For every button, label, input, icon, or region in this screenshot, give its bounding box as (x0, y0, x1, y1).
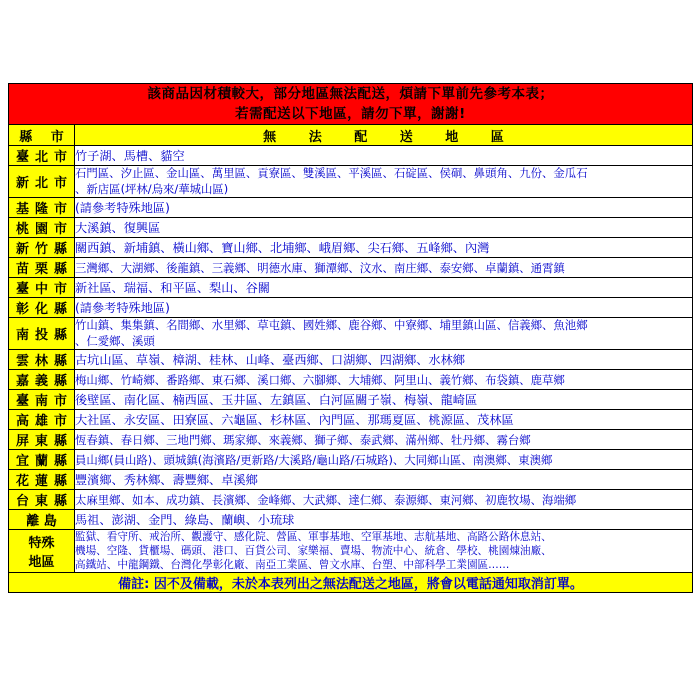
areas-cell: 大社區、永安區、田寮區、六龜區、杉林區、內門區、那瑪夏區、桃源區、茂林區 (75, 410, 693, 430)
areas-cell: 馬祖、澎湖、金門、綠島、蘭嶼、小琉球 (75, 510, 693, 530)
areas-cell: 竹子湖、馬槽、貓空 (75, 146, 693, 166)
county-label: 花蓮縣 (9, 470, 75, 490)
table-row (9, 530, 693, 573)
county-label: 苗栗縣 (9, 258, 75, 278)
county-label: 離 島 (9, 510, 75, 530)
county-label: 臺中市 (9, 278, 75, 298)
county-label: 臺南市 (9, 390, 75, 410)
table-row (9, 298, 693, 318)
county-label: 台東縣 (9, 490, 75, 510)
notice-banner (9, 84, 693, 125)
areas-cell: 梅山鄉、竹崎鄉、番路鄉、東石鄉、溪口鄉、六腳鄉、大埔鄉、阿里山、義竹鄉、布袋鎮、鹿草鄉 (75, 370, 693, 390)
areas-cell: 後壁區、南化區、楠西區、玉井區、左鎮區、白河區關子嶺、梅嶺、龍崎區 (75, 390, 693, 410)
table-row (9, 198, 693, 218)
areas-cell: 恆春鎮、春日鄉、三地門鄉、瑪家鄉、來義鄉、獅子鄉、泰武鄉、滿州鄉、牡丹鄉、霧台鄉 (75, 430, 693, 450)
areas-cell: (請參考特殊地區) (75, 298, 693, 318)
county-label: 高雄市 (9, 410, 75, 430)
notice-banner-line-2: 若需配送以下地區，請勿下單，謝謝! (235, 106, 466, 122)
table-row (9, 318, 693, 350)
footnote-cell (9, 573, 693, 593)
table-row (9, 430, 693, 450)
areas-cell: 員山鄉(員山路)、頭城鎮(海濱路/更新路/大溪路/龜山路/石城路)、大同鄉山區、南澳鄉、東澳鄉 (75, 450, 693, 470)
column-header-county: 縣 市 (9, 125, 75, 146)
county-label: 桃園市 (9, 218, 75, 238)
delivery-restriction-sheet (8, 83, 692, 593)
county-label-line-1: 特殊 (28, 536, 55, 551)
banner-row (9, 84, 693, 125)
table-row (9, 470, 693, 490)
county-label: 宜蘭縣 (9, 450, 75, 470)
table-row (9, 390, 693, 410)
table-row (9, 350, 693, 370)
county-label: 彰化縣 (9, 298, 75, 318)
table-row (9, 238, 693, 258)
areas-cell: (請參考特殊地區) (75, 198, 693, 218)
table-row (9, 218, 693, 238)
table-header-row (9, 125, 693, 146)
areas-cell: 新社區、瑞福、和平區、梨山、谷關 (75, 278, 693, 298)
county-label: 南投縣 (9, 318, 75, 350)
table-row (9, 450, 693, 470)
table-row (9, 166, 693, 198)
table-row (9, 370, 693, 390)
areas-cell: 三灣鄉、大湖鄉、後龍鎮、三義鄉、明德水庫、獅潭鄉、汶水、南庄鄉、泰安鄉、卓蘭鎮、通霄鎮 (75, 258, 693, 278)
areas-cell: 石門區、汐止區、金山區、萬里區、貢寮區、雙溪區、平溪區、石碇區、侯硐、鼻頭角、九份、金瓜石 、新店區(坪林/烏來/華城山區) (75, 166, 693, 198)
county-label: 屏東縣 (9, 430, 75, 450)
footnote-row (9, 573, 693, 593)
footnote-text: 備註: 因不及備載，未於本表列出之無法配送之地區，將會以電話通知取消訂單。 (118, 577, 583, 592)
county-label: 嘉義縣 (9, 370, 75, 390)
areas-cell: 監獄、看守所、戒治所、觀護守、感化院、營區、軍事基地、空軍基地、志航基地、高路公路休息站、 機場、空隆、貨櫃場、碼頭、港口、百貨公司、家樂福、賣場、物流中心、統倉、學校、桃園煉油廠、 高鐵站、中龍鋼鐵、台灣化學彰化廠、南亞工業區、曾文水庫、台塑、中部科學工業園區…… (75, 530, 693, 573)
county-label: 基隆市 (9, 198, 75, 218)
column-header-areas: 無 法 配 送 地 區 (75, 125, 693, 146)
county-label: 新北市 (9, 166, 75, 198)
table-row (9, 146, 693, 166)
areas-cell: 竹山鎮、集集鎮、名間鄉、水里鄉、草屯鎮、國姓鄉、鹿谷鄉、中寮鄉、埔里鎮山區、信義鄉、魚池鄉 、仁愛鄉、溪頭 (75, 318, 693, 350)
areas-cell: 豐濱鄉、秀林鄉、壽豐鄉、卓溪鄉 (75, 470, 693, 490)
table-row (9, 510, 693, 530)
table-row (9, 490, 693, 510)
county-label (9, 530, 75, 573)
areas-cell: 古坑山區、草嶺、樟湖、桂林、山峰、臺西鄉、口湖鄉、四湖鄉、水林鄉 (75, 350, 693, 370)
county-label: 新竹縣 (9, 238, 75, 258)
delivery-restriction-table (8, 83, 693, 593)
county-label: 雲林縣 (9, 350, 75, 370)
areas-cell: 關西鎮、新埔鎮、橫山鄉、寶山鄉、北埔鄉、峨眉鄉、尖石鄉、五峰鄉、內灣 (75, 238, 693, 258)
table-row (9, 410, 693, 430)
table-row (9, 278, 693, 298)
areas-cell: 大溪鎮、復興區 (75, 218, 693, 238)
county-label-line-2: 地區 (28, 555, 55, 570)
county-label: 臺北市 (9, 146, 75, 166)
notice-banner-line-1: 該商品因材積較大，部分地區無法配送，煩請下單前先參考本表； (147, 86, 554, 102)
areas-cell: 太麻里鄉、如本、成功鎮、長濱鄉、金峰鄉、大武鄉、達仁鄉、泰源鄉、東河鄉、初鹿牧場、海端鄉 (75, 490, 693, 510)
table-row (9, 258, 693, 278)
